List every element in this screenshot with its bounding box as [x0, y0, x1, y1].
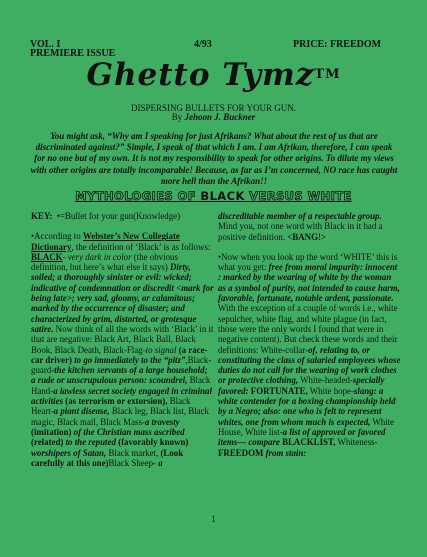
- key-line: [31, 211, 214, 221]
- text-run: White House, White list-: [218, 416, 395, 437]
- byline: [0, 112, 427, 122]
- text-run: ,Black-guard-: [31, 354, 212, 376]
- price-label: PRICE: FREEDOM: [293, 39, 382, 50]
- text-run: to go immediately to the “pitz”: [74, 354, 186, 365]
- text-run: (favorably known): [115, 437, 189, 448]
- page-number: 1: [211, 514, 216, 524]
- left-column: [31, 211, 214, 478]
- text-run: a: [156, 457, 163, 468]
- text-run: from stain:: [263, 447, 307, 458]
- dictionary-title: Webster’s New Collegiate Dictionary: [31, 231, 180, 252]
- text-run: , the definition of ‘Black’ is as follows:: [71, 241, 211, 252]
- text-run: Black Heart-: [31, 396, 191, 417]
- text-run: Whiteness-: [335, 437, 378, 448]
- trademark-mark: TM: [314, 67, 341, 82]
- section-title-white: WHITE: [307, 189, 352, 203]
- right-column: [218, 211, 401, 468]
- text-run: White-headed-: [298, 375, 353, 386]
- text-run: Black market,: [106, 447, 161, 458]
- tagline: DISPERSING BULLETS FOR YOUR GUN.: [131, 103, 296, 113]
- section-title-black: BLACK: [200, 189, 245, 203]
- issue-date: 4/93: [194, 39, 212, 50]
- text-run: •Now when you look up the word ‘WHITE’ this is what you get:: [218, 251, 398, 273]
- key-text: •=Bullet for your gun(Knowledge): [56, 211, 181, 221]
- text-run: worshipers of Satan,: [31, 447, 107, 458]
- text-run: free from moral impurity: innocent : marked by the wearing of white by the woman as a symbol of purity, not intended to cause harm, favorable, fortunate, notable ardent, passionate.: [218, 262, 400, 304]
- issue-label: PREMIERE ISSUE: [30, 48, 116, 59]
- intro-paragraph: You might ask, “Why am I speaking for just Afrikans? What about the rest of us that are discriminated against?” Simple, I speak of that which I am. I am Afrikan, therefore, I can speak for no one but of my own. It is not my responsibility to speak for other origins. To dilute my views with other origins are totally incomparable! Because, as far as I’m concerned, NO race has caught more hell than the Afrikan!!: [30, 131, 398, 186]
- text-run: Now think of all the words with ‘Black’ in it that are negative: Black Art, Black Ball, Black Book, Black Death, Black-Flag-: [31, 323, 214, 355]
- text-run: of, relating to, or constituting the class of salaried employees whose duties do not call for the wearing of work clothes or protective clothing,: [218, 344, 401, 386]
- text-run: (a race-car driver): [31, 344, 208, 365]
- text-run: Dirty, soiled; a thoroughly sinister or evil: wicked; indicative of condemnation or discredit <mark for being late>; very sad, gloomy, or calamitous; marked by the occurrence of disaster; and characterized by grim, distorted, or grotesque satire.: [31, 262, 214, 334]
- section-title-part3: VERSUS: [244, 189, 308, 203]
- text-run: (Look carefully at this one): [31, 447, 184, 468]
- text-run: a travesty: [144, 416, 180, 427]
- text-run: slang: a white contender for a boxing championship held by a Negro; also: one who is felt to represent whites, one from whom much is expected,: [218, 385, 396, 427]
- text-run: - very dark in color: [62, 251, 132, 262]
- text-run: specially favored:: [218, 375, 385, 396]
- author-name: Jehoon J. Buckner: [184, 112, 256, 122]
- black-term: BLACK: [31, 251, 63, 262]
- text-run: a list of approved or favored items— compare: [218, 426, 386, 448]
- text-run: of the Christian mass ascribed: [71, 426, 185, 437]
- text-run: With the exception of a couple of words i.e., white sepulcher, white flag, and white plague (in fact, those were the only words I found that were in negative content). But check these words and their definitions: White-collar-: [218, 303, 398, 355]
- text-run: (related): [31, 437, 64, 448]
- text-run: (the obvious definition, but here’s what else it says): [31, 251, 178, 273]
- volume-label: VOL. I: [30, 39, 61, 50]
- text-run: (as terrorism or extorsion),: [63, 396, 168, 407]
- text-run: to the reputed: [63, 437, 116, 448]
- text-run: BLACKLIST,: [279, 437, 336, 448]
- text-run: Black Hand-: [31, 375, 211, 396]
- text-run: (imitation): [31, 426, 72, 437]
- byline-prefix: By: [171, 112, 183, 122]
- black-sheep-continuation: [218, 211, 401, 242]
- text-run: Black Sheep-: [108, 457, 157, 468]
- key-label: KEY:: [31, 211, 53, 221]
- text-run: the kitchen servants of a large household; a rude or unscrupulous person: scoundrel,: [31, 365, 208, 386]
- bang-note: <BANG!>: [287, 231, 326, 242]
- section-title: [0, 189, 427, 203]
- text-run: a plant disease,: [53, 406, 110, 417]
- text-run: Mind you, not one word with Black in it had a positive definition.: [218, 221, 383, 242]
- black-definition-paragraph: [31, 231, 214, 468]
- text-run: to signal: [145, 344, 177, 355]
- text-run: discreditable member of a respectable group.: [218, 211, 382, 221]
- section-title-part1: MYTHOLOGIES OF: [75, 189, 201, 203]
- masthead-title: [0, 57, 427, 93]
- white-definition-paragraph: [218, 252, 401, 458]
- text-run: White hope-: [307, 385, 354, 396]
- text-run: Black leg, Black list, Black magic, Black mail, Black Mass-: [31, 406, 209, 427]
- text-run: FREEDOM: [218, 447, 264, 458]
- text-run: FORTUNATE,: [248, 385, 308, 396]
- masthead-text: Ghetto Tymz: [86, 57, 315, 93]
- text-run: a lawless secret society engaged in criminal activities: [31, 385, 212, 407]
- text-run: •According to: [31, 231, 83, 242]
